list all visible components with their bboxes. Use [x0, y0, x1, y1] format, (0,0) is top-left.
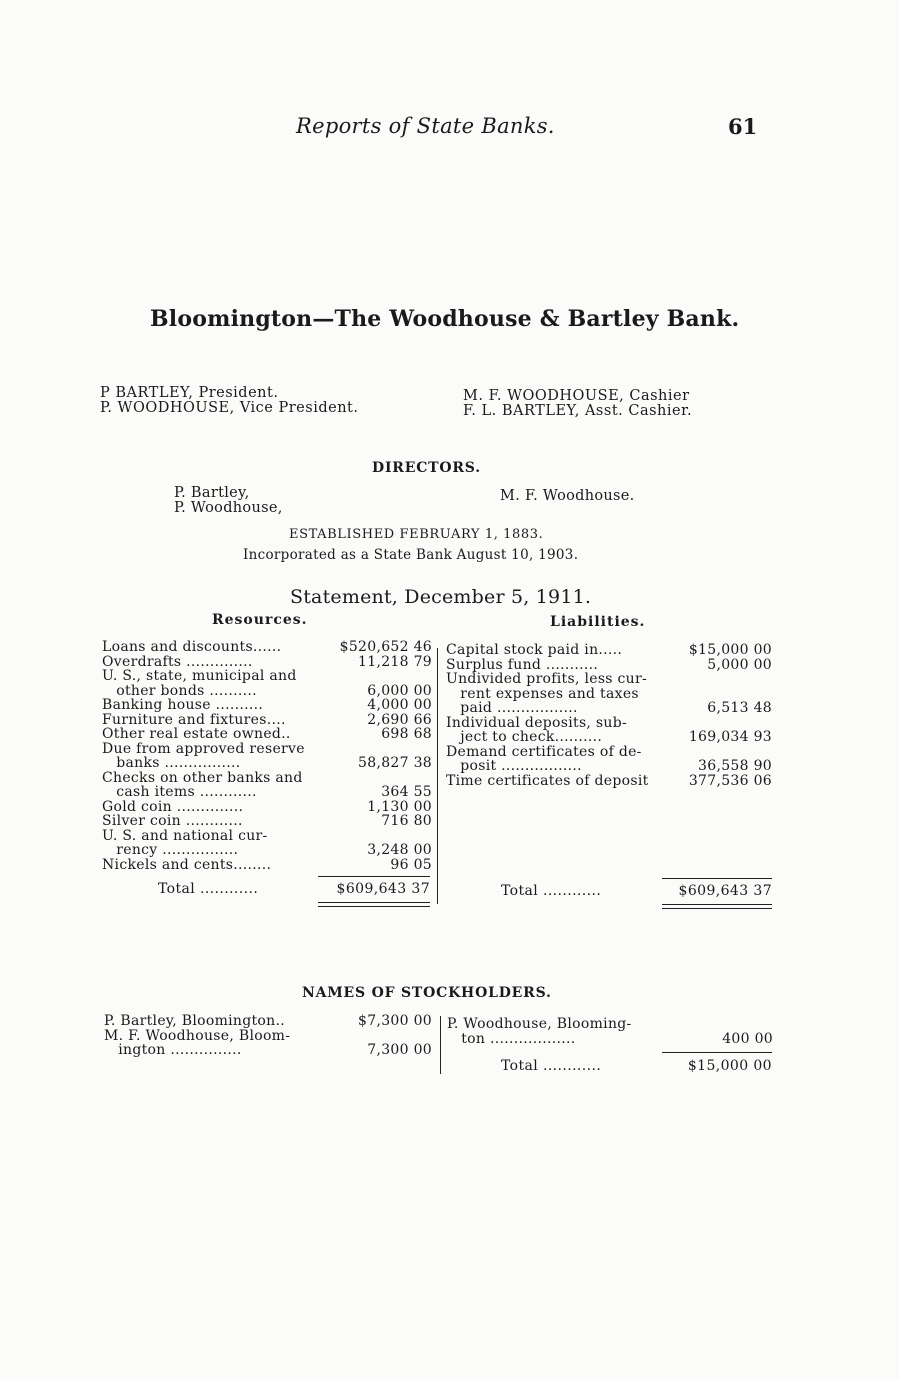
row-amount: 7,300 00	[367, 1042, 432, 1058]
row-label: Other real estate owned..	[102, 726, 291, 742]
row-label: Checks on other banks and	[102, 769, 303, 786]
liability-row	[446, 759, 772, 774]
liability-row	[446, 687, 772, 702]
row-amount: 2,690 66	[367, 711, 432, 728]
liability-row	[446, 745, 772, 760]
director-name: M. F. Woodhouse.	[500, 488, 635, 504]
row-label: M. F. Woodhouse, Bloom-	[104, 1027, 291, 1044]
row-label: ton ..................	[447, 1030, 576, 1047]
row-amount: 716 80	[381, 813, 432, 829]
resource-row	[102, 829, 432, 844]
stockholder-row	[447, 1032, 773, 1047]
resources-total-label: Total ............	[158, 881, 259, 897]
row-label: Capital stock paid in.....	[446, 642, 623, 658]
stockholder-row	[104, 1014, 432, 1029]
rule	[318, 906, 430, 907]
rule	[318, 876, 430, 877]
rule	[662, 908, 772, 909]
rule	[662, 904, 772, 905]
rule	[662, 1052, 772, 1053]
row-label: Banking house ..........	[102, 697, 264, 713]
director-name: P. Woodhouse,	[174, 500, 283, 516]
stockholders-total-amount: $15,000 00	[687, 1058, 772, 1074]
row-label: rent expenses and taxes	[446, 685, 639, 702]
column-divider	[437, 648, 438, 904]
resources-total-amount: $609,643 37	[336, 881, 430, 897]
row-label: other bonds ..........	[102, 682, 257, 699]
resource-row	[102, 785, 432, 800]
liability-row	[446, 716, 772, 731]
row-label: Demand certificates of de-	[446, 743, 642, 760]
established-line: ESTABLISHED FEBRUARY 1, 1883.	[289, 527, 544, 542]
bank-title: Bloomington—The Woodhouse & Bartley Bank.	[150, 306, 740, 332]
row-amount: 6,000 00	[367, 682, 432, 699]
resource-row	[102, 742, 432, 757]
stockholder-row	[104, 1029, 432, 1044]
officer-asst-cashier: F. L. BARTLEY, Asst. Cashier.	[463, 403, 693, 419]
resource-row	[102, 655, 432, 670]
row-label: U. S., state, municipal and	[102, 668, 297, 684]
statement-title: Statement, December 5, 1911.	[290, 586, 592, 608]
row-label: rency ................	[102, 842, 239, 858]
liability-row	[446, 658, 772, 673]
stockholders-left	[104, 1014, 432, 1058]
row-label: cash items ............	[102, 784, 257, 800]
resources-table	[102, 640, 432, 872]
row-amount: 169,034 93	[688, 729, 772, 745]
row-amount: 5,000 00	[707, 656, 772, 673]
row-amount: 96 05	[390, 856, 432, 873]
stockholder-row	[447, 1017, 773, 1032]
stockholders-heading: NAMES OF STOCKHOLDERS.	[302, 985, 552, 1001]
liabilities-table	[446, 643, 772, 788]
row-amount: $15,000 00	[688, 642, 772, 658]
row-amount: 6,513 48	[707, 700, 772, 716]
liabilities-total-label: Total ............	[501, 883, 602, 899]
liabilities-heading: Liabilities.	[550, 614, 646, 630]
row-label: paid .................	[446, 700, 578, 716]
row-amount: 698 68	[381, 726, 432, 742]
row-amount: 3,248 00	[367, 842, 432, 858]
row-amount: 36,558 90	[698, 758, 772, 774]
resources-heading: Resources.	[212, 612, 308, 628]
stockholders-total-label: Total ............	[501, 1058, 602, 1074]
running-title: Reports of State Banks.	[296, 114, 555, 138]
resource-row	[102, 800, 432, 815]
rule	[318, 902, 430, 903]
liability-row	[446, 643, 772, 658]
resource-row	[102, 756, 432, 771]
incorporated-line: Incorporated as a State Bank August 10, 1903.	[243, 547, 579, 563]
directors-heading: DIRECTORS.	[372, 460, 481, 476]
row-label: Furniture and fixtures....	[102, 711, 286, 728]
page-number: 61	[728, 114, 758, 139]
row-label: posit .................	[446, 758, 582, 774]
liability-row	[446, 774, 772, 789]
row-label: banks ................	[102, 755, 241, 771]
row-amount: 400 00	[722, 1030, 773, 1047]
resource-row	[102, 843, 432, 858]
row-label: Individual deposits, sub-	[446, 714, 628, 731]
row-label: Surplus fund ...........	[446, 656, 599, 673]
stockholders-right	[447, 1017, 773, 1046]
resource-row	[102, 858, 432, 873]
row-amount: 58,827 38	[358, 755, 432, 771]
row-amount: $520,652 46	[339, 639, 432, 655]
column-divider	[440, 1016, 441, 1074]
resource-row	[102, 698, 432, 713]
resource-row	[102, 669, 432, 684]
resource-row	[102, 814, 432, 829]
officer-cashier: M. F. WOODHOUSE, Cashier	[463, 388, 690, 404]
resource-row	[102, 640, 432, 655]
row-amount: 11,218 79	[358, 653, 432, 670]
officer-vice-president: P. WOODHOUSE, Vice President.	[100, 400, 359, 416]
resource-row	[102, 684, 432, 699]
director-name: P. Bartley,	[174, 485, 250, 501]
row-label: Loans and discounts......	[102, 639, 282, 655]
liability-row	[446, 672, 772, 687]
row-label: Gold coin ..............	[102, 798, 244, 815]
row-amount: $7,300 00	[358, 1013, 432, 1029]
row-label: Silver coin ............	[102, 813, 243, 829]
resource-row	[102, 727, 432, 742]
resource-row	[102, 771, 432, 786]
liability-row	[446, 730, 772, 745]
row-label: U. S. and national cur-	[102, 827, 268, 844]
row-amount: 1,130 00	[367, 798, 432, 815]
row-label: Due from approved reserve	[102, 740, 305, 757]
row-label: P. Bartley, Bloomington..	[104, 1013, 285, 1029]
row-label: P. Woodhouse, Blooming-	[447, 1016, 632, 1032]
row-label: Nickels and cents........	[102, 856, 272, 873]
liability-row	[446, 701, 772, 716]
resource-row	[102, 713, 432, 728]
row-label: Undivided profits, less cur-	[446, 671, 648, 687]
row-label: ject to check..........	[446, 729, 603, 745]
row-amount: 377,536 06	[688, 772, 772, 789]
row-amount: 364 55	[381, 784, 432, 800]
row-amount: 4,000 00	[367, 697, 432, 713]
rule	[662, 878, 772, 879]
officer-president: P BARTLEY, President.	[100, 385, 279, 401]
row-label: Overdrafts ..............	[102, 653, 253, 670]
row-label: ington ...............	[104, 1042, 242, 1058]
liabilities-total-amount: $609,643 37	[678, 883, 772, 899]
stockholder-row	[104, 1043, 432, 1058]
row-label: Time certificates of deposit	[446, 772, 649, 789]
